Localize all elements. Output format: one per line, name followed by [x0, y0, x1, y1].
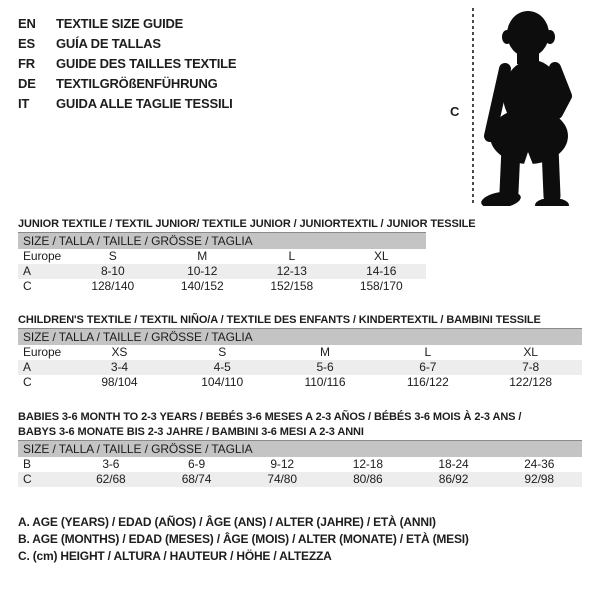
row-label: A: [23, 264, 31, 278]
language-title: GUIDA ALLE TAGLIE TESSILI: [56, 96, 233, 111]
section-title: BABYS 3-6 MONATE BIS 2-3 JAHRE / BAMBINI 3-6 MESI A 2-3 ANNI: [18, 426, 364, 438]
table-cell: 5-6: [316, 360, 334, 374]
table-cell: M: [197, 249, 208, 263]
table-cell: 98/104: [101, 375, 138, 389]
table-cell: 68/74: [181, 472, 212, 486]
size-table: [18, 440, 582, 487]
row-label: C: [23, 375, 32, 389]
table-cell: 24-36: [524, 457, 555, 471]
table-cell: 80/86: [353, 472, 383, 486]
table-cell: 74/80: [267, 472, 297, 486]
language-title: TEXTILE SIZE GUIDE: [56, 16, 184, 31]
row-label: Europe: [23, 249, 62, 263]
table-cell: 104/110: [201, 375, 244, 389]
table-cell: XL: [523, 345, 538, 359]
size-header-bar: SIZE / TALLA / TAILLE / GRÖSSE / TAGLIA: [18, 440, 582, 457]
table-cell: 14-16: [366, 264, 397, 278]
legend-line: A. AGE (YEARS) / EDAD (AÑOS) / ÂGE (ANS) / ALTER (JAHRE) / ETÀ (ANNI): [18, 515, 436, 529]
table-row: [18, 360, 582, 375]
table-cell: 92/98: [524, 472, 554, 486]
legend: [18, 514, 582, 565]
size-table: [18, 232, 426, 294]
table-cell: XL: [374, 249, 389, 263]
table-cell: 8-10: [100, 264, 125, 278]
table-cell: 18-24: [438, 457, 469, 471]
row-label: A: [23, 360, 31, 374]
row-label: C: [23, 472, 32, 486]
size-section: [18, 410, 582, 487]
table-cell: 116/122: [406, 375, 449, 389]
table-cell: 128/140: [91, 279, 135, 293]
size-header-bar: SIZE / TALLA / TAILLE / GRÖSSE / TAGLIA: [18, 328, 582, 345]
baby-figure: [428, 6, 598, 211]
language-code: FR: [18, 56, 35, 71]
legend-line: B. AGE (MONTHS) / EDAD (MESES) / ÂGE (MOIS) / ALTER (MONATE) / ETÀ (MESI): [18, 532, 469, 546]
table-cell: S: [108, 249, 117, 263]
table-row: [18, 279, 426, 294]
header: [18, 12, 582, 217]
table-cell: 3-4: [110, 360, 128, 374]
legend-line: C. (cm) HEIGHT / ALTURA / HAUTEUR / HÖHE / ALTEZZA: [18, 549, 332, 563]
language-code: EN: [18, 16, 36, 31]
language-code: IT: [18, 96, 30, 111]
table-row: [18, 457, 582, 472]
table-cell: 7-8: [522, 360, 540, 374]
table-cell: 122/128: [509, 375, 552, 389]
table-cell: 12-18: [352, 457, 383, 471]
table-cell: 6-7: [419, 360, 437, 374]
table-cell: XS: [111, 345, 128, 359]
size-section: [18, 313, 582, 390]
table-cell: 158/170: [359, 279, 403, 293]
table-cell: 110/116: [304, 375, 346, 389]
table-cell: L: [424, 345, 432, 359]
size-header-bar: SIZE / TALLA / TAILLE / GRÖSSE / TAGLIA: [18, 232, 426, 249]
section-title: JUNIOR TEXTILE / TEXTIL JUNIOR/ TEXTILE JUNIOR / JUNIORTEXTIL / JUNIOR TESSILE: [18, 218, 476, 230]
baby-silhouette-icon: [478, 6, 598, 206]
height-measure-label: C: [450, 104, 460, 119]
table-cell: 140/152: [180, 279, 224, 293]
size-tables: [18, 217, 582, 487]
table-cell: 9-12: [270, 457, 294, 471]
row-label: Europe: [23, 345, 62, 359]
section-title: CHILDREN'S TEXTILE / TEXTIL NIÑO/A / TEXTILE DES ENFANTS / KINDERTEXTIL / BAMBINI TESSILE: [18, 314, 541, 326]
table-cell: M: [320, 345, 330, 359]
table-row: [18, 264, 426, 279]
table-cell: 6-9: [187, 457, 206, 471]
size-section: [18, 217, 582, 294]
table-cell: 4-5: [213, 360, 231, 374]
language-title: GUÍA DE TALLAS: [56, 36, 161, 51]
table-cell: 62/68: [96, 472, 126, 486]
table-cell: 12-13: [276, 264, 307, 278]
table-cell: 86/92: [438, 472, 469, 486]
table-cell: 10-12: [187, 264, 218, 278]
height-measure-dotted-line: [472, 8, 474, 204]
table-cell: 3-6: [102, 457, 120, 471]
table-cell: 152/158: [270, 279, 314, 293]
table-row: [18, 472, 582, 487]
size-table: [18, 328, 582, 390]
table-row: [18, 249, 426, 264]
table-row: [18, 375, 582, 390]
table-cell: S: [218, 345, 227, 359]
language-code: DE: [18, 76, 36, 91]
language-title: GUIDE DES TAILLES TEXTILE: [56, 56, 237, 71]
section-title: BABIES 3-6 MONTH TO 2-3 YEARS / BEBÉS 3-6 MESES A 2-3 AÑOS / BÉBÉS 3-6 MOIS À 2-3 ANS /: [18, 411, 522, 423]
row-label: C: [23, 279, 32, 293]
table-cell: L: [288, 249, 296, 263]
row-label: B: [23, 457, 31, 471]
language-title: TEXTILGRÖßENFÜHRUNG: [56, 76, 218, 91]
table-row: [18, 345, 582, 360]
language-code: ES: [18, 36, 35, 51]
